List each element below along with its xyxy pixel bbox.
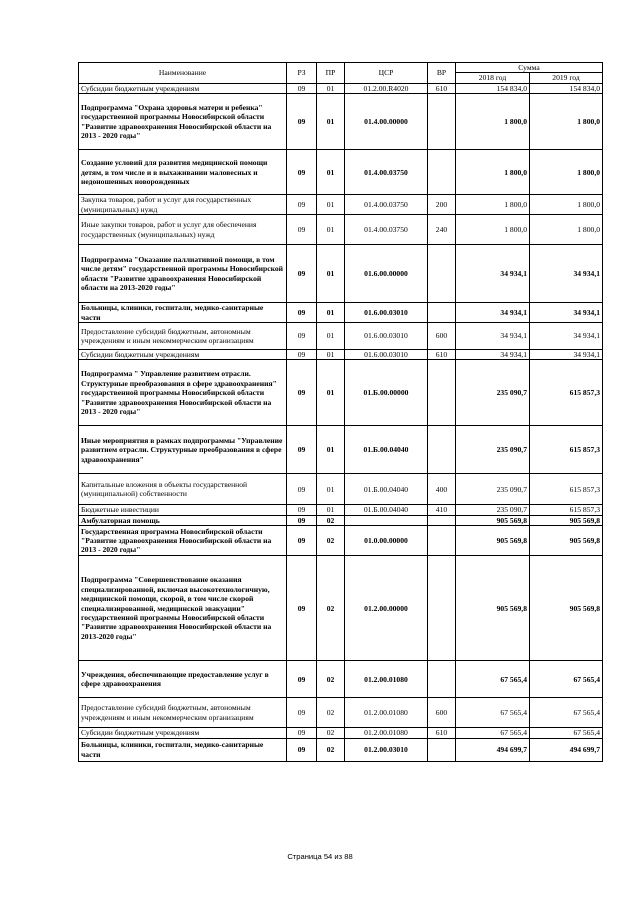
cell-rz: 09 [287,350,317,360]
cell-pr: 01 [317,323,345,350]
cell-vr [428,526,456,556]
cell-name: Субсидии бюджетным учреждениям [79,83,287,93]
cell-csr: 01.Б.00.00000 [345,360,428,426]
cell-2019: 1 800,0 [530,215,603,245]
cell-vr [428,661,456,698]
cell-pr: 01 [317,83,345,93]
cell-vr: 410 [428,505,456,515]
cell-2019: 615 857,3 [530,474,603,505]
table-row [79,505,603,515]
cell-2019: 905 569,8 [530,526,603,556]
cell-vr: 240 [428,215,456,245]
cell-csr: 01.Б.00.04040 [345,426,428,474]
cell-rz: 09 [287,94,317,150]
cell-name: Предоставление субсидий бюджетным, автономным учреждениям и иным некоммерческим организациям [79,323,287,350]
table-row [79,150,603,195]
cell-2018: 235 090,7 [456,474,530,505]
cell-pr: 01 [317,350,345,360]
cell-rz: 09 [287,515,317,525]
cell-2019: 154 834,0 [530,83,603,93]
cell-2018: 905 569,8 [456,515,530,525]
cell-name: Амбулаторная помощь [79,515,287,525]
cell-pr: 02 [317,728,345,738]
cell-name: Создание условий для развития медицинской помощи детям, в том числе и в выхаживании маловесных и недоношенных новорожденных [79,150,287,195]
cell-pr: 01 [317,94,345,150]
cell-rz: 09 [287,303,317,323]
table-row [79,94,603,150]
cell-name: Субсидии бюджетным учреждениям [79,350,287,360]
cell-2019: 615 857,3 [530,505,603,515]
cell-name: Больницы, клиники, госпитали, медико-санитарные части [79,303,287,323]
cell-rz: 09 [287,426,317,474]
cell-name: Государственная программа Новосибирской области "Развитие здравоохранения Новосибирской области на 2013 - 2020 годы" [79,526,287,556]
cell-2018: 67 565,4 [456,728,530,738]
cell-2018: 235 090,7 [456,505,530,515]
table-row [79,526,603,556]
cell-csr: 01.Б.00.04040 [345,474,428,505]
cell-csr: 01.2.00.R4020 [345,83,428,93]
table-row [79,474,603,505]
table-header [79,63,603,84]
header-vr: ВР [428,63,456,84]
cell-rz: 09 [287,698,317,728]
cell-pr: 02 [317,738,345,761]
cell-2019: 615 857,3 [530,426,603,474]
header-name: Наименование [79,63,287,84]
cell-2019: 1 800,0 [530,195,603,215]
table-row [79,350,603,360]
cell-2019: 905 569,8 [530,515,603,525]
cell-csr [345,515,428,525]
cell-vr [428,245,456,303]
cell-name: Иные мероприятия в рамках подпрограммы "Управление развитием отрасли. Структурные преобразования в сфере здравоохранения" [79,426,287,474]
cell-csr: 01.4.00.03750 [345,215,428,245]
cell-2019: 615 857,3 [530,360,603,426]
cell-2019: 34 934,1 [530,303,603,323]
cell-2019: 67 565,4 [530,728,603,738]
cell-2018: 154 834,0 [456,83,530,93]
cell-vr [428,303,456,323]
cell-csr: 01.4.00.03750 [345,150,428,195]
cell-pr: 01 [317,505,345,515]
cell-2019: 1 800,0 [530,94,603,150]
cell-pr: 01 [317,150,345,195]
cell-name: Бюджетные инвестиции [79,505,287,515]
cell-2018: 34 934,1 [456,245,530,303]
cell-2019: 34 934,1 [530,323,603,350]
table-row [79,323,603,350]
cell-rz: 09 [287,728,317,738]
cell-2018: 494 699,7 [456,738,530,761]
cell-name: Подпрограмма " Управление развитием отрасли. Структурные преобразования в сфере здравоохранения" государственной программы Новосибирской области "Развитие здравоохранения Новосибирской области на 2013 - 2020 годы" [79,360,287,426]
cell-2019: 67 565,4 [530,661,603,698]
cell-rz: 09 [287,150,317,195]
cell-vr: 610 [428,728,456,738]
cell-rz: 09 [287,215,317,245]
header-sum: Сумма [456,63,603,73]
cell-pr: 02 [317,556,345,661]
cell-name: Больницы, клиники, госпитали, медико-санитарные части [79,738,287,761]
cell-2019: 1 800,0 [530,150,603,195]
cell-vr [428,94,456,150]
table-row [79,515,603,525]
cell-pr: 02 [317,515,345,525]
cell-2018: 235 090,7 [456,360,530,426]
cell-name: Закупка товаров, работ и услуг для государственных (муниципальных) нужд [79,195,287,215]
cell-rz: 09 [287,474,317,505]
cell-csr: 01.2.00.03010 [345,738,428,761]
page-footer: Страница 54 из 88 [287,852,353,861]
cell-2018: 67 565,4 [456,698,530,728]
budget-table [78,62,603,762]
cell-pr: 01 [317,360,345,426]
cell-csr: 01.6.00.03010 [345,350,428,360]
table-row [79,698,603,728]
cell-pr: 02 [317,526,345,556]
cell-csr: 01.2.00.01080 [345,661,428,698]
cell-csr: 01.Б.00.04040 [345,505,428,515]
cell-2018: 235 090,7 [456,426,530,474]
cell-csr: 01.6.00.03010 [345,323,428,350]
cell-vr [428,360,456,426]
table-row [79,426,603,474]
cell-rz: 09 [287,245,317,303]
cell-name: Иные закупки товаров, работ и услуг для обеспечения государственных (муниципальных) нужд [79,215,287,245]
header-2019: 2019 год [530,73,603,83]
cell-csr: 01.6.00.03010 [345,303,428,323]
cell-csr: 01.2.00.00000 [345,556,428,661]
cell-2018: 34 934,1 [456,323,530,350]
cell-rz: 09 [287,661,317,698]
cell-rz: 09 [287,556,317,661]
cell-vr: 600 [428,323,456,350]
header-csr: ЦСР [345,63,428,84]
cell-rz: 09 [287,195,317,215]
table-row [79,245,603,303]
cell-vr [428,738,456,761]
cell-name: Подпрограмма "Оказание паллиативной помощи, в том числе детям" государственной программы Новосибирской области "Развитие здравоохранения Новосибирской области на 2013-2020 годы" [79,245,287,303]
cell-2019: 494 699,7 [530,738,603,761]
cell-vr: 400 [428,474,456,505]
cell-vr [428,426,456,474]
cell-vr: 600 [428,698,456,728]
cell-pr: 01 [317,195,345,215]
cell-rz: 09 [287,323,317,350]
table-row [79,360,603,426]
cell-pr: 01 [317,426,345,474]
cell-name: Субсидии бюджетным учреждениям [79,728,287,738]
cell-2019: 67 565,4 [530,698,603,728]
cell-vr [428,515,456,525]
cell-csr: 01.2.00.01080 [345,698,428,728]
cell-pr: 02 [317,661,345,698]
cell-vr [428,556,456,661]
cell-2018: 34 934,1 [456,350,530,360]
header-2018: 2018 год [456,73,530,83]
cell-pr: 01 [317,215,345,245]
table-body [79,83,603,761]
cell-csr: 01.2.00.01080 [345,728,428,738]
cell-name: Предоставление субсидий бюджетным, автономным учреждениям и иным некоммерческим организациям [79,698,287,728]
cell-vr: 610 [428,83,456,93]
cell-name: Учреждения, обеспечивающие предоставление услуг в сфере здравоохранения [79,661,287,698]
header-pr: ПР [317,63,345,84]
cell-2018: 1 800,0 [456,94,530,150]
table-row [79,556,603,661]
cell-rz: 09 [287,526,317,556]
cell-rz: 09 [287,505,317,515]
cell-rz: 09 [287,738,317,761]
cell-2018: 1 800,0 [456,215,530,245]
table-row [79,738,603,761]
table-row [79,215,603,245]
cell-name: Подпрограмма "Охрана здоровья матери и ребенка" государственной программы Новосибирской области "Развитие здравоохранения Новосибирской области на 2013 - 2020 годы" [79,94,287,150]
cell-pr: 01 [317,474,345,505]
cell-rz: 09 [287,83,317,93]
cell-2018: 67 565,4 [456,661,530,698]
table-row [79,195,603,215]
header-rz: РЗ [287,63,317,84]
cell-2018: 905 569,8 [456,526,530,556]
table-row [79,661,603,698]
table-row [79,728,603,738]
table-row [79,303,603,323]
cell-vr: 200 [428,195,456,215]
cell-pr: 01 [317,245,345,303]
cell-2019: 905 569,8 [530,556,603,661]
cell-csr: 01.0.00.00000 [345,526,428,556]
cell-2018: 905 569,8 [456,556,530,661]
cell-pr: 02 [317,698,345,728]
cell-2018: 1 800,0 [456,195,530,215]
cell-vr [428,150,456,195]
cell-name: Капитальные вложения в объекты государственной (муниципальной) собственности [79,474,287,505]
cell-csr: 01.6.00.00000 [345,245,428,303]
cell-csr: 01.4.00.03750 [345,195,428,215]
cell-2019: 34 934,1 [530,245,603,303]
cell-2018: 1 800,0 [456,150,530,195]
cell-rz: 09 [287,360,317,426]
cell-csr: 01.4.00.00000 [345,94,428,150]
cell-2018: 34 934,1 [456,303,530,323]
cell-vr: 610 [428,350,456,360]
cell-2019: 34 934,1 [530,350,603,360]
cell-pr: 01 [317,303,345,323]
table-row [79,83,603,93]
cell-name: Подпрограмма "Совершенствование оказания специализированной, включая высокотехнологичную, медицинской помощи, скорой, в том числе скорой специализированной, медицинской эвакуации" государственной программы Новосибирской области "Развитие здравоохранения Новосибирской области на 2013-2020 годы" [79,556,287,661]
